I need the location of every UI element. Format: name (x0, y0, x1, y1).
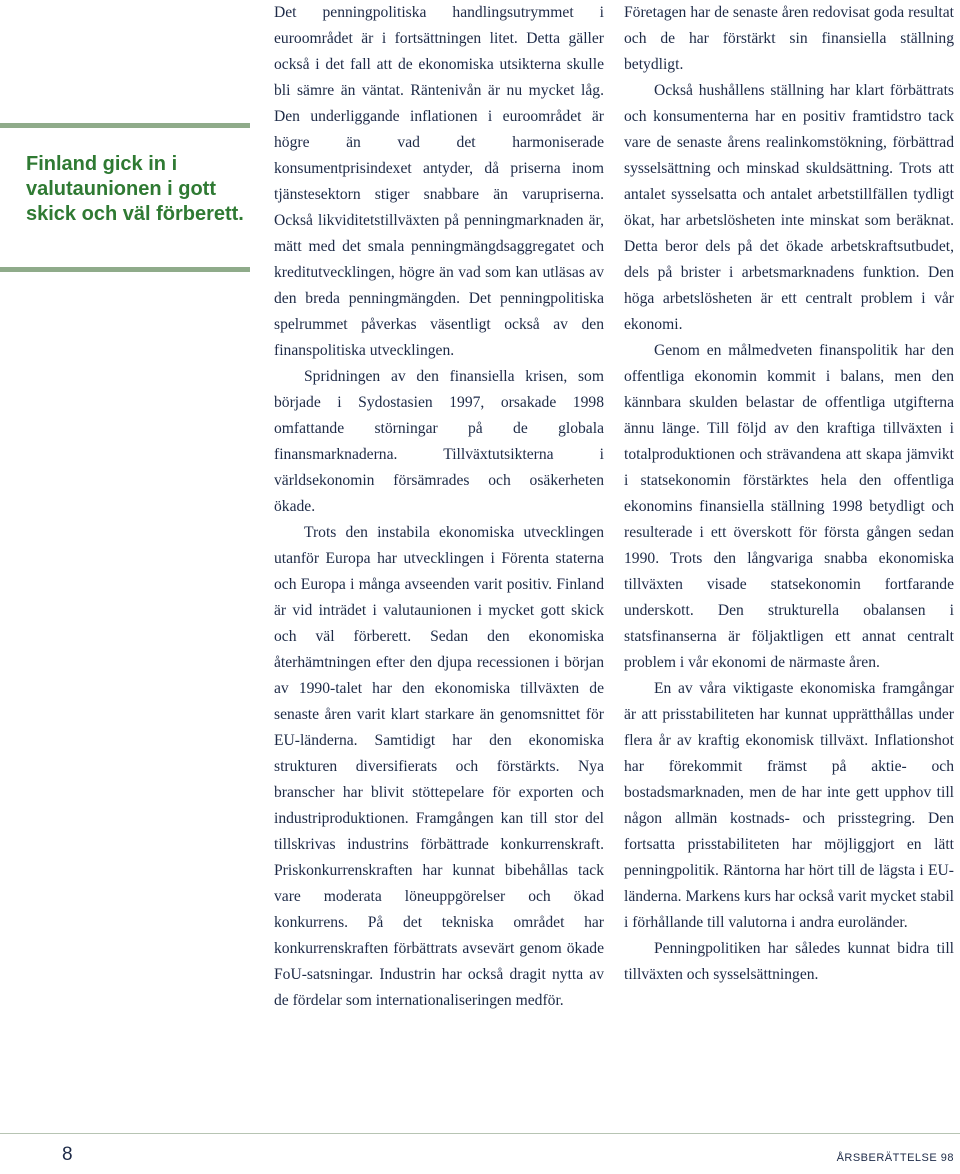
middle-column (274, 0, 604, 1014)
paragraph: Också hushållens ställning har klart förbättrats och konsumenterna har en positiv framtidstro tack vare de senaste årens realinkomstökning, förbättrad sysselsättning och minskad skuldsättning. Trots att antalet sysselsatta och antalet arbetstillfällen tydligt ökat, har arbetslösheten inte minskat som beräknat. Detta beror dels på det ökade arbetskraftsutbudet, dels på brister i arbetsmarknadens funktion. Den höga arbetslösheten är ett centralt problem i vår ekonomi. (624, 82, 954, 333)
paragraph: Företagen har de senaste åren redovisat goda resultat och de har förstärkt sin finansiella ställning betydligt. (624, 4, 954, 73)
paragraph: Spridningen av den finansiella krisen, som började i Sydostasien 1997, orsakade 1998 omfattande störningar på de globala finansmarknaderna. Tillväxtutsikterna i världsekonomin försämrades och osäkerheten ökade. (274, 368, 604, 515)
paragraph: Penningpolitiken har således kunnat bidra till tillväxten och sysselsättningen. (624, 940, 954, 983)
pull-quote-top-rule (0, 123, 250, 128)
right-column (624, 0, 954, 988)
page-number: 8 (62, 1144, 73, 1165)
footer-divider (0, 1133, 960, 1134)
paragraph: Trots den instabila ekonomiska utvecklingen utanför Europa har utvecklingen i Förenta staterna och Europa i många avseenden varit positiv. Finland är vid inträdet i valutaunionen i mycket gott skick och väl förberett. Sedan den ekonomiska återhämtningen efter den djupa recessionen i början av 1990-talet har den ekonomiska tillväxten de senaste åren varit klart starkare än genomsnittet för EU-länderna. Samtidigt har den ekonomiska strukturen diversifierats och förstärkts. Nya branscher har blivit stöttepelare för exporten och industriproduktionen. Framgången kan till stor del tillskrivas industrins förbättrade konkurrenskraft. Priskonkurrenskraften har kunnat bibehållas tack vare moderata löneuppgörelser och ökad konkurrens. På det tekniska området har konkurrenskraften förbättrats avsevärt genom ökade FoU-satsningar. Industrin har också dragit nytta av de fördelar som internationaliseringen medför. (274, 524, 604, 1009)
paragraph: Det penningpolitiska handlingsutrymmet i euroområdet är i fortsättningen litet. Detta gäller också i det fall att de ekonomiska utsikterna skulle bli sämre än väntat. Räntenivån är nu mycket låg. Den underliggande inflationen i euroområdet är högre än vad det harmoniserade konsumentprisindexet antyder, då priserna inom tjänstesektorn stiger snabbare än varupriserna. Också likviditetstillväxten på penningmarknaden är, mätt med det smala penningmängdsaggregatet och kreditutvecklingen, högre än vad som kan utläsas av den breda penningmängden. Det penningpolitiska spelrummet påverkas väsentligt också av den finanspolitiska utvecklingen. (274, 4, 604, 359)
paragraph: Genom en målmedveten finanspolitik har den offentliga ekonomin kommit i balans, men den kännbara skulden belastar de offentliga utgifterna ännu länge. Till följd av den kraftiga tillväxten i totalproduktionen och strävandena att skapa jämvikt i statsekonomin förstärktes hela den offentliga ekonomins finansiella ställning 1998 betydligt och resulterade i ett överskott för första gången sedan 1990. Trots den långvariga snabba ekonomiska tillväxten visade statsekonomin fortfarande underskott. Den strukturella obalansen i statsfinanserna är följaktligen ett annat centralt problem i vår ekonomi de närmaste åren. (624, 342, 954, 671)
paragraph: En av våra viktigaste ekonomiska framgångar är att prisstabiliteten har kunnat upprätthållas under flera år av kraftig ekonomisk tillväxt. Inflationshot har förekommit främst på aktie- och bostadsmarknaden, men de har inte gett upphov till någon allmän kostnads- och prisstegring. Den fortsatta prisstabiliteten har möjliggjort en lätt penningpolitik. Räntorna har hört till de lägsta i EU-länderna. Markens kurs har också varit mycket stabil i förhållande till valutorna i andra euroländer. (624, 680, 954, 931)
running-footer-title: ÅRSBERÄTTELSE 98 (836, 1152, 954, 1164)
pull-quote: Finland gick in i valutaunionen i gott skick och väl förberett. (26, 153, 244, 225)
pull-quote-bottom-rule (0, 267, 250, 272)
